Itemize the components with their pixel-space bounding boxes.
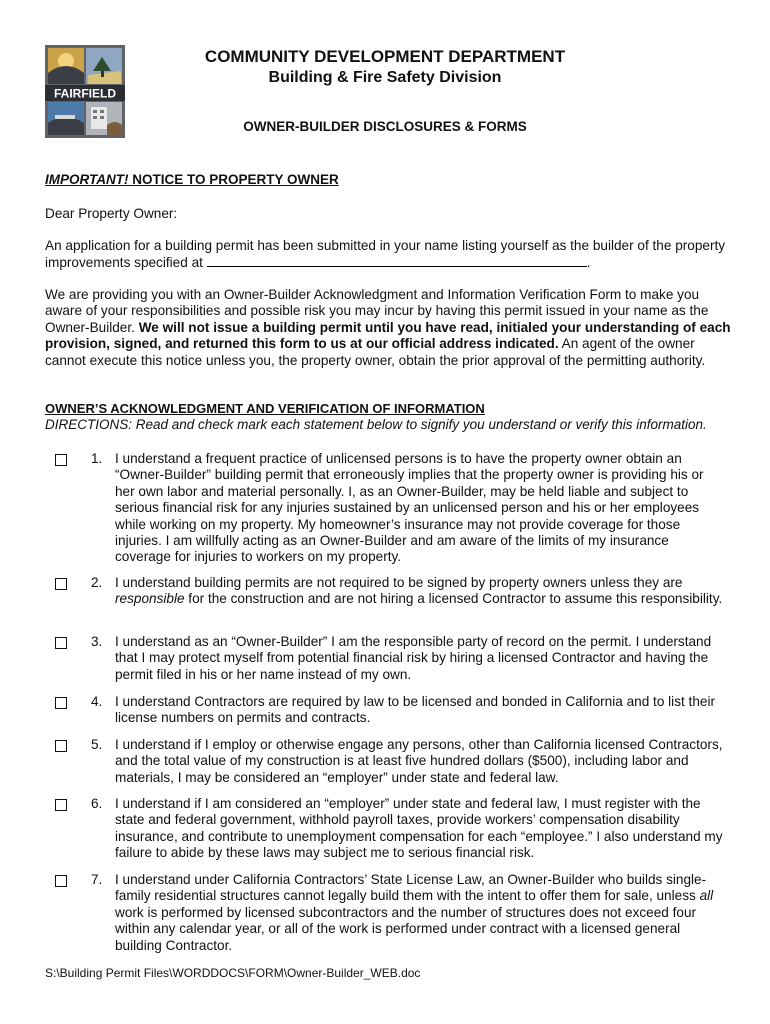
checkbox[interactable] (55, 578, 67, 590)
item-text-a: I understand building permits are not required to be signed by property owners unless they are (115, 575, 683, 590)
providing-text-2: An agent of the owner cannot execute this notice unless you, the property owner, obtain the prior approval of the permitting authority. (45, 336, 706, 368)
item-text: I understand Contractors are required by law to be licensed and bonded in California and to list their license numbers on permits and contracts. (115, 694, 715, 726)
file-path-footer: S:\Building Permit Files\WORDDOCS\FORM\Owner-Builder_WEB.doc (45, 966, 421, 980)
salutation: Dear Property Owner: (45, 206, 178, 221)
item-number: 2. (91, 575, 103, 590)
checkbox[interactable] (55, 875, 67, 887)
providing-text-1: We are providing you with an Owner-Builder Acknowledgment and Information Verification Form to make you aware of your responsibilities and possible risk you may incur by having this permit issued in your name as the Owner-Builder. (45, 287, 709, 335)
intro-paragraph (45, 238, 735, 272)
item-text (115, 872, 723, 954)
item-text-b: for the construction and are not hiring a licensed Contractor to assume this responsibility. (184, 591, 723, 607)
checkbox[interactable] (55, 740, 67, 752)
item-number: 1. (91, 451, 103, 466)
checkbox[interactable] (55, 799, 67, 811)
notice-heading (45, 172, 339, 187)
logo-text: FAIRFIELD (54, 86, 116, 101)
item-number: 5. (91, 737, 103, 752)
item-text: I understand a frequent practice of unlicensed persons is to have the property owner obtain an “Owner-Builder” building permit that erroneously implies that the property owner is providing his or her own labor and material personally. I, as an Owner-Builder, may be held liable and subject to serious financial risk for any injuries sustained by an unlicensed person and his or her employees while working on my property. My homeowner’s insurance may not provide coverage for those injuries. I am willfully acting as an Owner-Builder and am aware of the limits of my insurance coverage for injuries to workers on my property. (115, 451, 704, 565)
intro-text: An application for a building permit has been submitted in your name listing yourself as the builder of the property improvements specified at (45, 238, 726, 271)
item-number: 6. (91, 796, 103, 811)
item-text-b: work is performed by licensed subcontractors and the number of structures does not exceed four within any calendar year, or all of the work is performed under contract with a licensed general building Contractor. (115, 904, 697, 953)
checkbox[interactable] (55, 637, 67, 649)
item-text: I understand if I employ or otherwise engage any persons, other than California licensed Contractors, and the total value of my construction is at least five hundred dollars ($500), including labor and materials, I may be considered an “employer” under state and federal law. (115, 737, 723, 785)
item-text: I understand if I am considered an “employer” under state and federal law, I must register with the state and federal government, withhold payroll taxes, provide workers’ compensation disability insurance, and contribute to unemployment compensation for each “employee.” I also understand my failure to abide by these laws may subject me to serious financial risk. (115, 796, 723, 861)
providing-bold-text: We will not issue a building permit until you have read, initialed your understanding of each provision, signed, and returned this form to us at our official address indicated. (45, 319, 731, 352)
important-label: IMPORTANT! (45, 172, 129, 187)
item-text-emphasis: responsible (115, 591, 185, 607)
item-number: 3. (91, 634, 103, 649)
item-text: I understand as an “Owner-Builder” I am the responsible party of record on the permit. I understand that I may protect myself from potential financial risk by hiring a licensed Contractor and having the permit filed in his or her name instead of my own. (115, 634, 712, 682)
item-text (115, 575, 723, 608)
providing-paragraph (45, 287, 735, 369)
item-number: 7. (91, 872, 103, 887)
notice-title: NOTICE TO PROPERTY OWNER (128, 172, 339, 187)
item-number: 4. (91, 694, 103, 709)
acknowledgment-heading: OWNER’S ACKNOWLEDGMENT AND VERIFICATION OF INFORMATION (45, 401, 485, 416)
department-title: COMMUNITY DEVELOPMENT DEPARTMENT (204, 47, 566, 66)
division-title: Building & Fire Safety Division (268, 69, 502, 86)
directions-text: DIRECTIONS: Read and check mark each statement below to signify you understand or verify this information. (45, 417, 707, 432)
item-text-emphasis: all (699, 888, 714, 904)
checkbox[interactable] (55, 697, 67, 709)
item-text-a: I understand under California Contractors’ State License Law, an Owner-Builder who builds single-family residential structures cannot legally build them with the intent to offer them for sale, unless (115, 872, 707, 904)
intro-end: . (586, 255, 591, 271)
address-blank-line[interactable] (207, 254, 587, 267)
forms-title: OWNER-BUILDER DISCLOSURES & FORMS (243, 119, 527, 134)
checkbox[interactable] (55, 454, 67, 466)
